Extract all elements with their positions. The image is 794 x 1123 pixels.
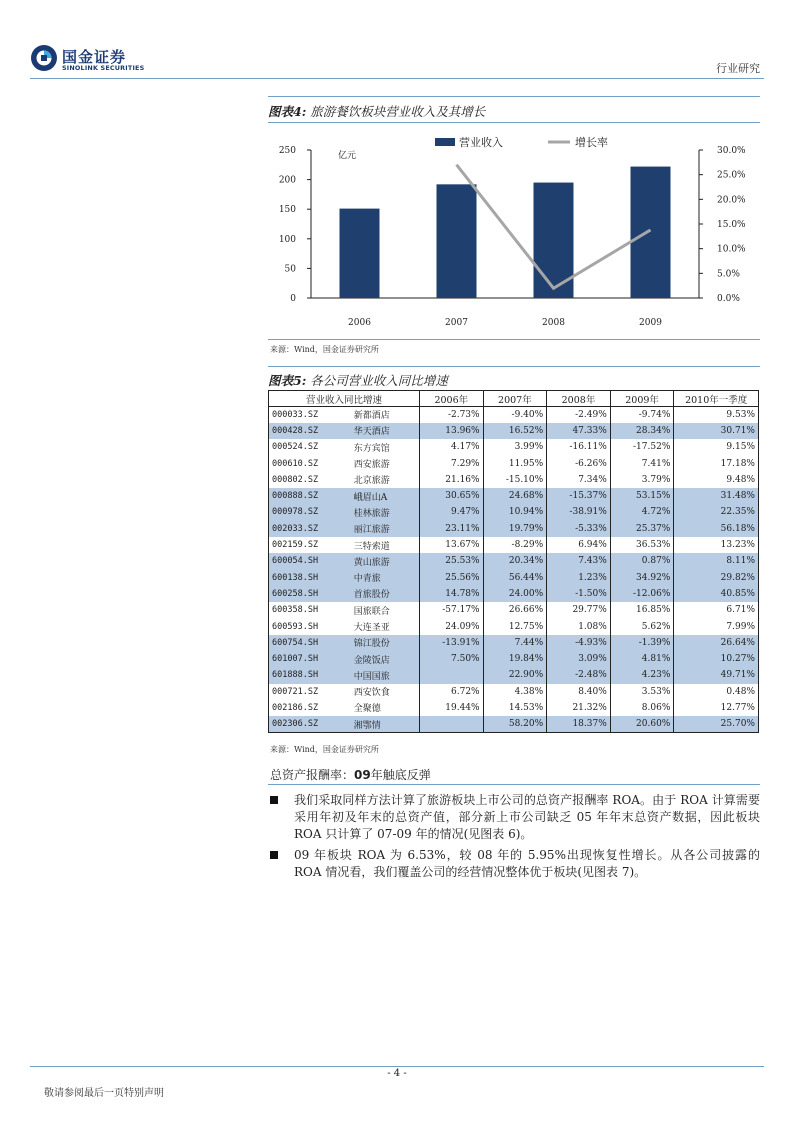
table-header-cell: 2007年 [483,391,547,407]
page-number: - 4 - [387,1068,407,1079]
figure5-title [268,371,448,389]
logo-mark-icon [30,44,58,72]
legend-bar-swatch [435,138,455,146]
growth-value-cell: 7.44% [483,635,547,651]
growth-value-cell: 4.81% [610,651,674,667]
stock-code-cell: 002159.SZ [269,537,351,553]
section-title-part-a: 总资产报酬率： [270,768,355,782]
bullet-square-icon [270,796,278,804]
growth-value-cell: 13.67% [420,537,484,553]
growth-value-cell: 7.99% [674,618,759,634]
stock-code-cell: 000428.SZ [269,423,351,439]
growth-value-cell: -15.10% [483,472,547,488]
growth-value-cell: 25.37% [610,521,674,537]
growth-value-cell: 18.37% [547,716,611,732]
growth-value-cell: 29.82% [674,569,759,585]
growth-value-cell: 16.52% [483,423,547,439]
figure4-source: 来源：Wind，国金证券研究所 [270,345,379,354]
growth-value-cell: 9.47% [420,504,484,520]
figure4-top-rule [268,96,760,97]
company-name-cell: 西安旅游 [351,455,420,471]
growth-value-cell: -12.06% [610,586,674,602]
growth-value-cell: 53.15% [610,488,674,504]
y-right-tick-label: 15.0% [717,220,746,230]
y-left-tick-label: 150 [278,205,296,216]
bullet-item [270,792,760,843]
revenue-bar [631,167,671,298]
growth-value-cell: 19.44% [420,700,484,716]
legend-bar-label: 营业收入 [459,136,503,149]
table-row [269,423,759,439]
figure5-prefix: 图表5: [268,373,307,388]
table-header-cell: 2010年一季度 [674,391,759,407]
stock-code-cell: 000524.SZ [269,439,351,455]
growth-value-cell: 56.18% [674,521,759,537]
bullet-text: 09 年板块 ROA 为 6.53%，较 08 年的 5.95%出现恢复性增长。从各公司披露的 ROA 情况看，我们覆盖公司的经营情况整体优于板块(见图表 7)。 [294,848,760,879]
growth-value-cell: 1.08% [547,618,611,634]
y-left-tick-label: 250 [278,146,296,156]
growth-value-cell: -5.33% [547,521,611,537]
company-name-cell: 首旅股份 [351,586,420,602]
company-name-cell: 中国国旅 [351,667,420,683]
growth-value-cell: -1.39% [610,635,674,651]
growth-value-cell: -9.40% [483,407,547,423]
y-unit-label: 亿元 [338,151,357,161]
table-row [269,667,759,683]
table-header-row [269,391,759,407]
stock-code-cell: 600258.SH [269,586,351,602]
growth-value-cell: 24.09% [420,618,484,634]
stock-code-cell: 601888.SH [269,667,351,683]
growth-value-cell: -6.26% [547,455,611,471]
growth-value-cell: 4.72% [610,504,674,520]
growth-value-cell: 21.16% [420,472,484,488]
stock-code-cell: 000721.SZ [269,684,351,700]
stock-code-cell: 601007.SH [269,651,351,667]
growth-value-cell: 8.06% [610,700,674,716]
growth-value-cell: 19.79% [483,521,547,537]
growth-value-cell: -4.93% [547,635,611,651]
company-name-cell: 东方宾馆 [351,439,420,455]
growth-value-cell: 31.48% [674,488,759,504]
growth-value-cell: 12.75% [483,618,547,634]
growth-value-cell: -17.52% [610,439,674,455]
table-row [269,700,759,716]
growth-value-cell: 25.70% [674,716,759,732]
growth-value-cell: 3.79% [610,472,674,488]
stock-code-cell: 000888.SZ [269,488,351,504]
growth-value-cell [420,667,484,683]
figure4-prefix: 图表4: [268,104,307,119]
section-title-part-c: 年触底反弹 [370,768,431,782]
y-right-tick-label: 20.0% [717,195,746,206]
table-header-cell: 2008年 [547,391,611,407]
company-name-cell: 国旅联合 [351,602,420,618]
growth-value-cell: 26.66% [483,602,547,618]
company-name-cell: 全聚德 [351,700,420,716]
stock-code-cell: 600054.SH [269,553,351,569]
growth-value-cell: 16.85% [610,602,674,618]
table-row [269,618,759,634]
figure4-title [268,102,485,120]
stock-code-cell: 000978.SZ [269,504,351,520]
growth-value-cell: -1.50% [547,586,611,602]
table-row [269,521,759,537]
header-divider [30,78,764,79]
section-title [270,766,431,783]
growth-value-cell: 1.23% [547,569,611,585]
growth-value-cell: 6.71% [674,602,759,618]
growth-value-cell: 6.94% [547,537,611,553]
table-row [269,455,759,471]
y-right-tick-label: 25.0% [717,170,746,181]
growth-value-cell: 14.78% [420,586,484,602]
growth-value-cell: 56.44% [483,569,547,585]
table-header-cell: 2009年 [610,391,674,407]
growth-value-cell: 30.65% [420,488,484,504]
figure4-title-rule [268,122,760,123]
footer-disclaimer: 敬请参阅最后一页特别声明 [44,1088,164,1099]
table-header-cell: 营业收入同比增速 [269,391,420,407]
growth-value-cell: 9.48% [674,472,759,488]
growth-value-cell: 21.32% [547,700,611,716]
growth-value-cell: 23.11% [420,521,484,537]
growth-value-cell: 8.40% [547,684,611,700]
growth-value-cell: 4.38% [483,684,547,700]
y-left-tick-label: 100 [278,234,296,245]
growth-value-cell: 4.23% [610,667,674,683]
growth-value-cell: 7.34% [547,472,611,488]
growth-value-cell: 7.50% [420,651,484,667]
growth-value-cell: 7.29% [420,455,484,471]
growth-value-cell: -9.74% [610,407,674,423]
growth-value-cell: -8.29% [483,537,547,553]
company-logo [30,44,170,74]
company-name-cell: 湘鄂情 [351,716,420,732]
growth-value-cell: 24.68% [483,488,547,504]
revenue-bar [437,184,477,298]
bullet-square-icon [270,851,278,859]
growth-value-cell: 25.53% [420,553,484,569]
table-row [269,684,759,700]
y-left-tick-label: 200 [278,175,296,186]
growth-table [268,390,759,733]
company-name-cell: 金陵饭店 [351,651,420,667]
growth-value-cell: 12.77% [674,700,759,716]
company-name-cell: 峨眉山A [351,488,420,504]
table-row [269,407,759,423]
growth-value-cell: 9.15% [674,439,759,455]
growth-value-cell [420,716,484,732]
growth-value-cell: 9.53% [674,407,759,423]
company-name-cell: 北京旅游 [351,472,420,488]
legend-line-label: 增长率 [575,136,608,149]
growth-value-cell: 58.20% [483,716,547,732]
stock-code-cell: 002186.SZ [269,700,351,716]
growth-value-cell: 0.87% [610,553,674,569]
section-title-year: 09 [354,768,371,782]
growth-value-cell: 10.94% [483,504,547,520]
y-right-tick-label: 0.0% [717,294,740,304]
table-row [269,716,759,732]
table-row [269,472,759,488]
table-row [269,504,759,520]
stock-code-cell: 600138.SH [269,569,351,585]
table-row [269,553,759,569]
growth-value-cell: -2.48% [547,667,611,683]
growth-value-cell: 4.17% [420,439,484,455]
growth-value-cell: 7.43% [547,553,611,569]
figure5-source: 来源：Wind，国金证券研究所 [270,745,379,754]
company-name-cell: 中青旅 [351,569,420,585]
growth-value-cell: 6.72% [420,684,484,700]
growth-value-cell: 28.34% [610,423,674,439]
x-tick-label: 2009 [639,318,662,328]
figure5-top-rule [268,366,760,367]
growth-value-cell: -13.91% [420,635,484,651]
x-tick-label: 2007 [445,318,468,328]
revenue-bar [340,209,380,298]
growth-value-cell: 10.27% [674,651,759,667]
figure5-title-text: 各公司营业收入同比增速 [310,373,448,388]
growth-value-cell: 25.56% [420,569,484,585]
figure4-bottom-rule [268,339,760,340]
growth-value-cell: 29.77% [547,602,611,618]
company-name-cell: 丽江旅游 [351,521,420,537]
stock-code-cell: 000802.SZ [269,472,351,488]
growth-value-cell: -38.91% [547,504,611,520]
table-row [269,569,759,585]
growth-value-cell: 14.53% [483,700,547,716]
x-tick-label: 2008 [542,318,565,328]
y-right-tick-label: 5.0% [717,269,740,280]
growth-value-cell: -15.37% [547,488,611,504]
stock-code-cell: 002033.SZ [269,521,351,537]
table-row [269,586,759,602]
table-row [269,635,759,651]
bullet-text: 我们采取同样方法计算了旅游板块上市公司的总资产报酬率 ROA。由于 ROA 计算需要采用年初及年末的总资产值，部分新上市公司缺乏 05 年年末总资产数据，因此板块 ROA 只计算了 07-09 年的情况(见图表 6)。 [294,793,760,841]
growth-value-cell: 22.35% [674,504,759,520]
table-row [269,602,759,618]
growth-value-cell: 3.99% [483,439,547,455]
growth-value-cell: 49.71% [674,667,759,683]
section-rule [268,784,760,785]
revenue-chart [268,126,760,336]
stock-code-cell: 600593.SH [269,618,351,634]
growth-value-cell: 8.11% [674,553,759,569]
header-section-label: 行业研究 [716,62,760,75]
growth-value-cell: 13.96% [420,423,484,439]
growth-value-cell: 3.09% [547,651,611,667]
stock-code-cell: 600754.SH [269,635,351,651]
growth-value-cell: 11.95% [483,455,547,471]
figure4-title-text: 旅游餐饮板块营业收入及其增长 [310,104,486,119]
growth-value-cell: 22.90% [483,667,547,683]
growth-value-cell: 20.60% [610,716,674,732]
y-right-tick-label: 30.0% [717,146,746,156]
logo-english-text: SINOLINK SECURITIES [62,64,145,72]
table-row [269,488,759,504]
growth-value-cell: 19.84% [483,651,547,667]
company-name-cell: 三特索道 [351,537,420,553]
growth-value-cell: 36.53% [610,537,674,553]
bullet-item [270,847,760,881]
company-name-cell: 华天酒店 [351,423,420,439]
y-left-tick-label: 50 [284,264,296,275]
company-name-cell: 锦江股份 [351,635,420,651]
table-row [269,439,759,455]
company-name-cell: 新都酒店 [351,407,420,423]
growth-value-cell: 40.85% [674,586,759,602]
stock-code-cell: 600358.SH [269,602,351,618]
growth-value-cell: 26.64% [674,635,759,651]
growth-value-cell: -57.17% [420,602,484,618]
growth-value-cell: -16.11% [547,439,611,455]
growth-value-cell: 17.18% [674,455,759,471]
growth-value-cell: 7.41% [610,455,674,471]
growth-value-cell: 47.33% [547,423,611,439]
table-header-cell: 2006年 [420,391,484,407]
growth-value-cell: 20.34% [483,553,547,569]
company-name-cell: 大连圣亚 [351,618,420,634]
growth-value-cell: -2.73% [420,407,484,423]
stock-code-cell: 000610.SZ [269,455,351,471]
stock-code-cell: 000033.SZ [269,407,351,423]
x-tick-label: 2006 [348,318,371,328]
growth-value-cell: 30.71% [674,423,759,439]
growth-value-cell: 0.48% [674,684,759,700]
growth-value-cell: 24.00% [483,586,547,602]
logo-chinese-text: 国金证券 [62,48,127,66]
y-left-tick-label: 0 [290,294,296,304]
growth-value-cell: 5.62% [610,618,674,634]
growth-value-cell: 3.53% [610,684,674,700]
stock-code-cell: 002306.SZ [269,716,351,732]
footer-divider [30,1066,764,1067]
table-row [269,537,759,553]
y-right-tick-label: 10.0% [717,244,746,255]
table-row [269,651,759,667]
company-name-cell: 黄山旅游 [351,553,420,569]
growth-value-cell: 34.92% [610,569,674,585]
growth-value-cell: 13.23% [674,537,759,553]
growth-value-cell: -2.49% [547,407,611,423]
company-name-cell: 桂林旅游 [351,504,420,520]
company-name-cell: 西安饮食 [351,684,420,700]
